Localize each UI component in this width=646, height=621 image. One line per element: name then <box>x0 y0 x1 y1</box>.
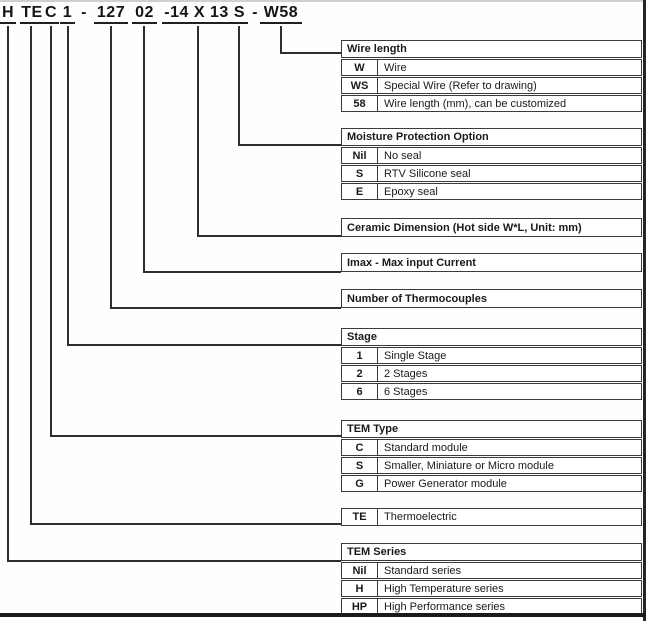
code-separator-1: - <box>81 4 87 21</box>
connector-wire-length-h <box>280 52 341 54</box>
connector-tem-type-v <box>50 26 52 437</box>
row-key: 2 <box>342 366 378 381</box>
row-desc: Epoxy seal <box>384 185 438 198</box>
connector-te-h <box>30 523 341 525</box>
table-row <box>341 77 642 94</box>
row-desc: High Temperature series <box>384 582 504 595</box>
row-desc: Thermoelectric <box>384 511 457 523</box>
code-separator-2: - <box>252 4 258 21</box>
table-row <box>341 347 642 364</box>
row-desc: Power Generator module <box>384 477 507 490</box>
box-imax: Imax - Max input Current <box>341 253 642 272</box>
connector-ceramic-h <box>197 235 341 237</box>
row-key: H <box>342 581 378 596</box>
connector-tem-series-h <box>7 560 341 562</box>
row-desc: Wire length (mm), can be customized <box>384 97 567 110</box>
row-desc: Standard module <box>384 441 468 454</box>
connector-thermocouples-v <box>110 26 112 309</box>
connector-stage-v <box>67 26 69 346</box>
row-key: Nil <box>342 148 378 163</box>
row-key: WS <box>342 78 378 93</box>
row-desc: Single Stage <box>384 349 447 362</box>
row-key: HP <box>342 599 378 614</box>
row-desc: Wire <box>384 61 407 74</box>
connector-tem-type-h <box>50 435 341 437</box>
code-segment-thermocouples: 127 <box>94 3 128 24</box>
row-key: C <box>342 440 378 455</box>
connector-imax-v <box>143 26 145 273</box>
table-row <box>341 59 642 76</box>
row-key: 6 <box>342 384 378 399</box>
table-moisture-protection <box>341 128 642 200</box>
table-title-row <box>341 128 642 146</box>
table-te <box>341 508 642 526</box>
table-row <box>341 457 642 474</box>
table-row <box>341 183 642 200</box>
table-row <box>341 165 642 182</box>
bottom-border <box>0 613 646 617</box>
row-desc: Standard series <box>384 564 462 577</box>
connector-ceramic-v <box>197 26 199 237</box>
connector-tem-series-v <box>7 26 9 562</box>
table-row <box>341 383 642 400</box>
table-title-row <box>341 40 642 58</box>
code-segment-wire-length: W58 <box>260 3 302 24</box>
row-desc: High Performance series <box>384 600 506 613</box>
row-key: Nil <box>342 563 378 578</box>
box-number-of-thermocouples: Number of Thermocouples <box>341 289 642 308</box>
row-desc: Special Wire (Refer to drawing) <box>384 79 537 92</box>
connector-moisture-h <box>238 144 341 146</box>
row-key: TE <box>342 509 378 525</box>
table-row <box>341 365 642 382</box>
table-row <box>341 475 642 492</box>
top-border <box>0 0 646 2</box>
row-desc: 2 Stages <box>384 367 428 380</box>
row-desc: No seal <box>384 149 422 162</box>
row-key: 58 <box>342 96 378 111</box>
table-row <box>341 508 642 526</box>
box-ceramic-dimension: Ceramic Dimension (Hot side W*L, Unit: mm) <box>341 218 642 237</box>
table-row <box>341 580 642 597</box>
row-desc: 6 Stages <box>384 385 428 398</box>
connector-wire-length-v <box>280 26 282 54</box>
row-key: S <box>342 458 378 473</box>
table-tem-type <box>341 420 642 492</box>
row-key: 1 <box>342 348 378 363</box>
connector-te-v <box>30 26 32 525</box>
code-segment-tem-series: H <box>0 3 16 24</box>
code-segment-te: TE <box>20 3 44 24</box>
table-row <box>341 95 642 112</box>
table-title-row <box>341 420 642 438</box>
code-segment-moisture: S <box>231 3 248 24</box>
table-title: Moisture Protection Option <box>347 131 489 143</box>
connector-imax-h <box>143 271 341 273</box>
table-stage <box>341 328 642 400</box>
code-segment-ceramic-dimension: -14 X 13 <box>162 3 231 24</box>
table-wire-length <box>341 40 642 112</box>
table-tem-series <box>341 543 642 615</box>
connector-stage-h <box>67 344 341 346</box>
row-key: W <box>342 60 378 75</box>
table-title-row <box>341 543 642 561</box>
table-title-row <box>341 328 642 346</box>
connector-thermocouples-h <box>110 307 341 309</box>
row-key: S <box>342 166 378 181</box>
table-title: Wire length <box>347 43 407 55</box>
table-row <box>341 147 642 164</box>
table-row <box>341 439 642 456</box>
table-title: TEM Series <box>347 546 407 558</box>
row-key: E <box>342 184 378 199</box>
code-segment-tem-type: C <box>43 3 59 24</box>
table-title: TEM Type <box>347 423 399 435</box>
table-row <box>341 562 642 579</box>
connector-moisture-v <box>238 26 240 146</box>
code-segment-stage: 1 <box>60 3 75 24</box>
row-key: G <box>342 476 378 491</box>
code-segment-imax: 02 <box>132 3 157 24</box>
table-title: Stage <box>347 331 377 343</box>
row-desc: Smaller, Miniature or Micro module <box>384 459 554 472</box>
row-desc: RTV Silicone seal <box>384 167 471 180</box>
